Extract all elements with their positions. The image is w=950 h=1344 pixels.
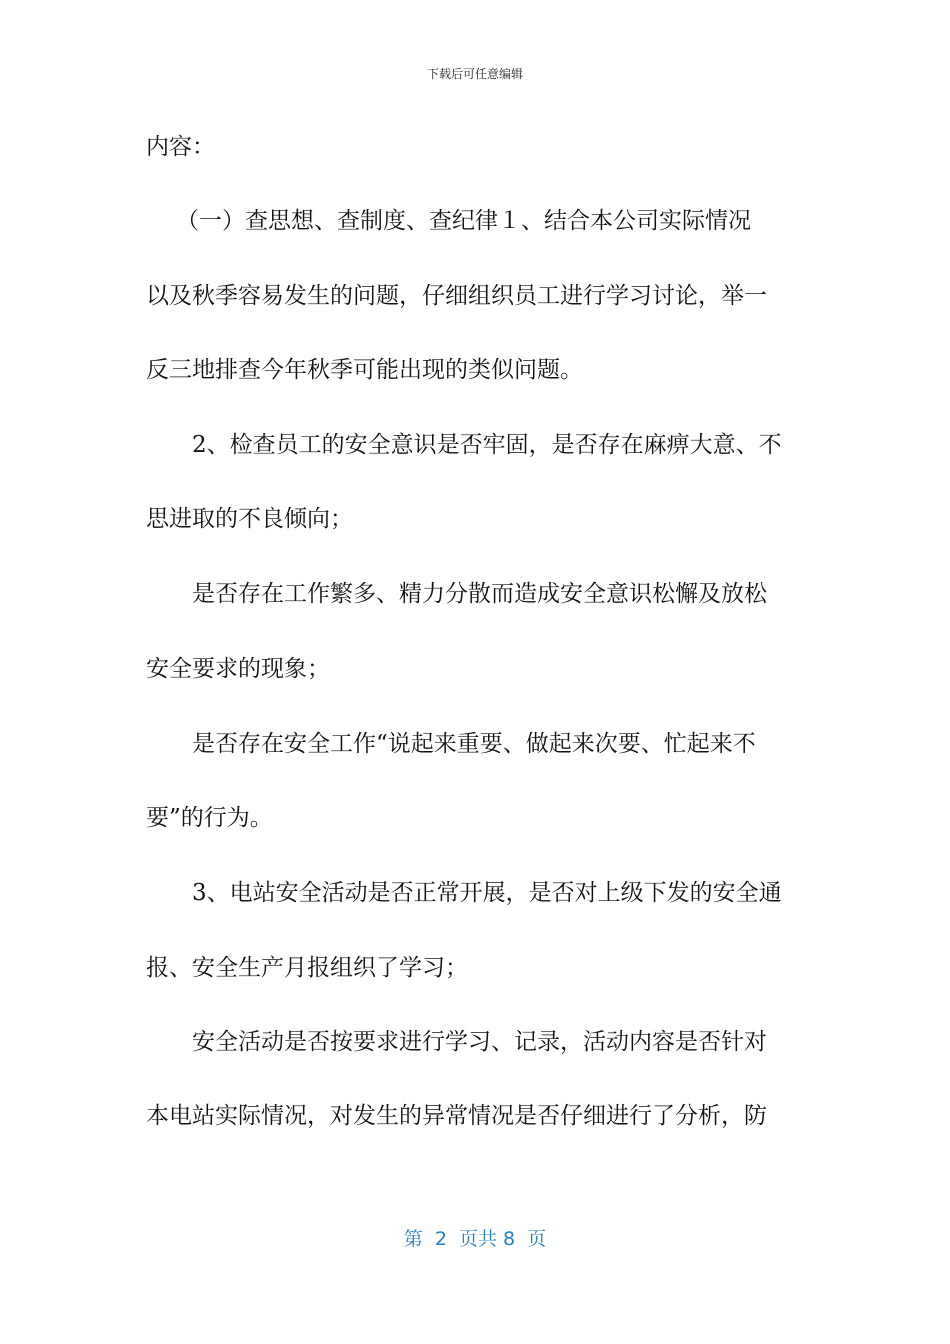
- line-text: 3、电站安全活动是否正常开展，是否对上级下发的安全通: [192, 880, 782, 906]
- page-header: 下载后可任意编辑: [426, 67, 523, 81]
- line-text: 要”的行为。: [146, 805, 273, 831]
- line-text: 2、检查员工的安全意识是否牢固，是否存在麻痹大意、不: [192, 432, 782, 458]
- line-text: 报、安全生产月报组织了学习；: [146, 955, 468, 981]
- line-text: 思进取的不良倾向；: [146, 506, 353, 532]
- line-text: 反三地排查今年秋季可能出现的类似问题。: [146, 357, 583, 383]
- line-text: 以及秋季容易发生的问题，仔细组织员工进行学习讨论，举一: [146, 283, 767, 309]
- line-text: （一）查思想、查制度、查纪律１、结合本公司实际情况: [176, 208, 751, 234]
- page-number: 第 2 页共 8 页: [403, 1228, 547, 1250]
- line-text: 内容：: [146, 134, 215, 160]
- line-text: 本电站实际情况，对发生的异常情况是否仔细进行了分析，防: [146, 1103, 767, 1129]
- line-text: 是否存在安全工作“说起来重要、做起来次要、忙起来不: [192, 731, 756, 757]
- line-text: 安全活动是否按要求进行学习、记录，活动内容是否针对: [192, 1029, 767, 1055]
- line-text: 安全要求的现象；: [146, 656, 330, 682]
- line-text: 是否存在工作繁多、精力分散而造成安全意识松懈及放松: [192, 581, 767, 607]
